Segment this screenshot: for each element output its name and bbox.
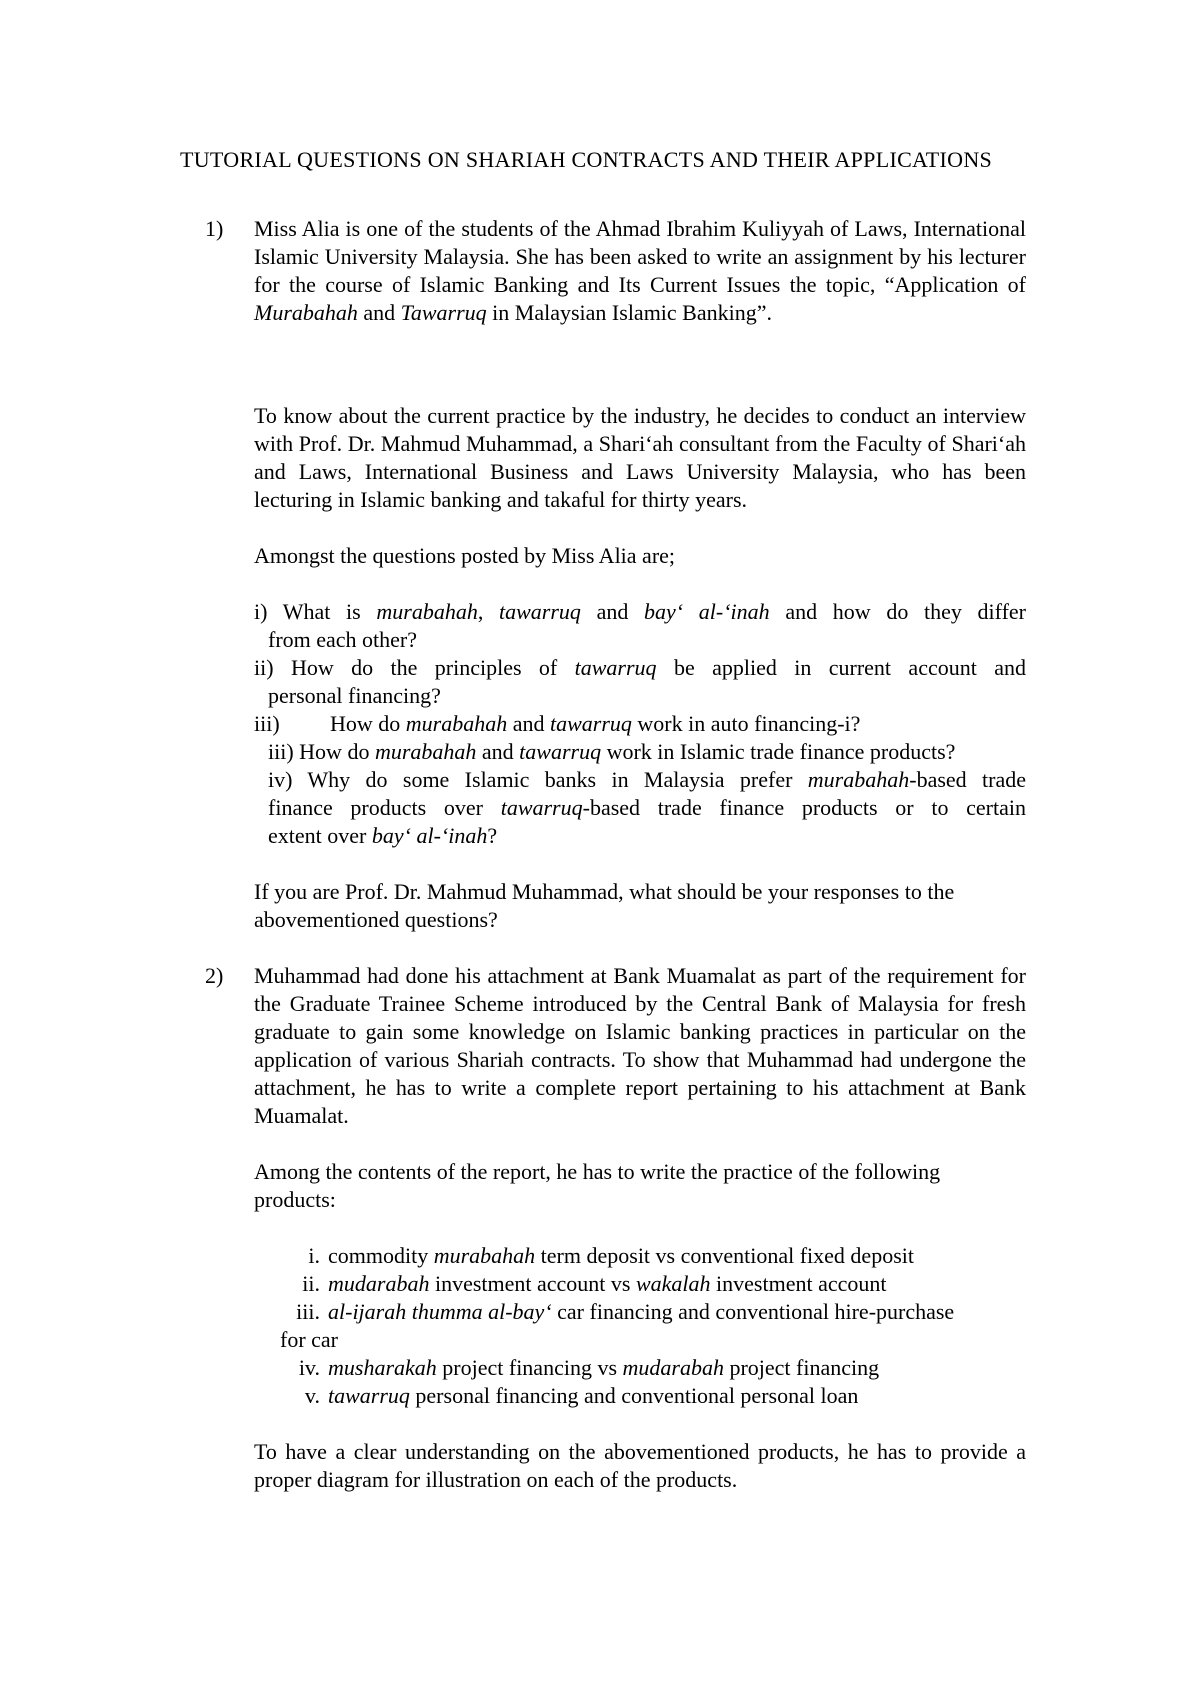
q1-intro-text-2: and	[357, 300, 401, 325]
product-item-2-label: ii.	[302, 1271, 320, 1296]
question-2-lead: Among the contents of the report, he has to write the practice of the following products:	[254, 1159, 941, 1212]
question-2-intro: Muhammad had done his attachment at Bank Muamalat as part of the requirement for the Graduate Trainee Scheme introduced by the Central Bank of Malaysia for fresh graduate to gain some knowledge on Islamic banking practices in particular on the application of various Shariah contracts. To show that Muhammad had undergone the attachment, he has to write a complete report pertaining to his attachment at Bank Muamalat.	[254, 963, 1026, 1128]
question-2-closing: To have a clear understanding on the abovementioned products, he has to provide a proper diagram for illustration on each of the products.	[254, 1439, 1026, 1492]
sub-question-2-label: ii)	[254, 655, 274, 680]
sub-question-4-label: iii)	[268, 739, 294, 764]
sub-question-5-line-3: extent over bay‘ al-‘inah?	[268, 823, 498, 848]
q1-intro-term-murabahah: Murabahah	[254, 300, 358, 325]
sub-question-5-line-2: finance products over tawarruq-based trade finance products or to certain	[268, 795, 1026, 820]
question-1-intro	[254, 215, 1026, 327]
sub-question-1-line-2: from each other?	[268, 627, 418, 652]
sub-question-3-label: iii)	[254, 711, 280, 736]
product-item-1: i. commodity murabahah term deposit vs conventional fixed deposit	[328, 1242, 914, 1270]
product-item-5-label: v.	[304, 1383, 320, 1408]
product-item-3-label: iii.	[296, 1299, 320, 1324]
sub-question-2-line-2: personal financing?	[268, 683, 441, 708]
product-item-4: iv. musharakah project financing vs mudarabah project financing	[328, 1354, 879, 1382]
sub-question-1-label: i)	[254, 599, 268, 624]
sub-question-2: ii) How do the principles of tawarruq be applied in current account and	[254, 655, 1026, 680]
product-item-5: v. tawarruq personal financing and conventional personal loan	[328, 1382, 858, 1410]
sub-question-3: iii) How do murabahah and tawarruq work in auto financing-i?	[254, 711, 861, 736]
sub-question-5: iv) Why do some Islamic banks in Malaysia prefer murabahah-based trade	[268, 767, 1026, 792]
q1-intro-text-1: Miss Alia is one of the students of the Ahmad Ibrahim Kuliyyah of Laws, International Islamic University Malaysia. She has been asked to write an assignment by his lecturer for the course of Islamic Banking and Its Current Issues the topic, “Application of	[254, 216, 1026, 297]
question-1-number: 1)	[205, 216, 224, 241]
question-1-closing: If you are Prof. Dr. Mahmud Muhammad, what should be your responses to the abovementioned questions?	[254, 879, 955, 932]
product-item-1-label: i.	[308, 1243, 320, 1268]
product-item-3: iii. al-ijarah thumma al-bay‘ car financing and conventional hire-purchase	[328, 1298, 954, 1326]
product-item-2: ii. mudarabah investment account vs wakalah investment account	[328, 1270, 886, 1298]
product-item-4-label: iv.	[298, 1355, 320, 1380]
question-2-number: 2)	[205, 963, 224, 988]
q1-intro-term-tawarruq: Tawarruq	[400, 300, 487, 325]
product-item-3-line-2: for car	[280, 1327, 339, 1352]
sub-question-5-label: iv)	[268, 767, 293, 792]
q1-intro-text-3: in Malaysian Islamic Banking”.	[486, 300, 772, 325]
document-title: TUTORIAL QUESTIONS ON SHARIAH CONTRACTS AND THEIR APPLICATIONS	[180, 147, 993, 172]
sub-question-1: i) What is murabahah, tawarruq and bay‘ al-‘inah and how do they differ	[254, 599, 1026, 624]
question-1-lead: Amongst the questions posted by Miss Alia are;	[254, 543, 676, 568]
question-1-context: To know about the current practice by the industry, he decides to conduct an interview with Prof. Dr. Mahmud Muhammad, a Shari‘ah consultant from the Faculty of Shari‘ah and Laws, International Business and Laws University Malaysia, who has been lecturing in Islamic banking and takaful for thirty years.	[254, 403, 1026, 512]
sub-question-4: iii) How do murabahah and tawarruq work in Islamic trade finance products?	[268, 739, 956, 764]
